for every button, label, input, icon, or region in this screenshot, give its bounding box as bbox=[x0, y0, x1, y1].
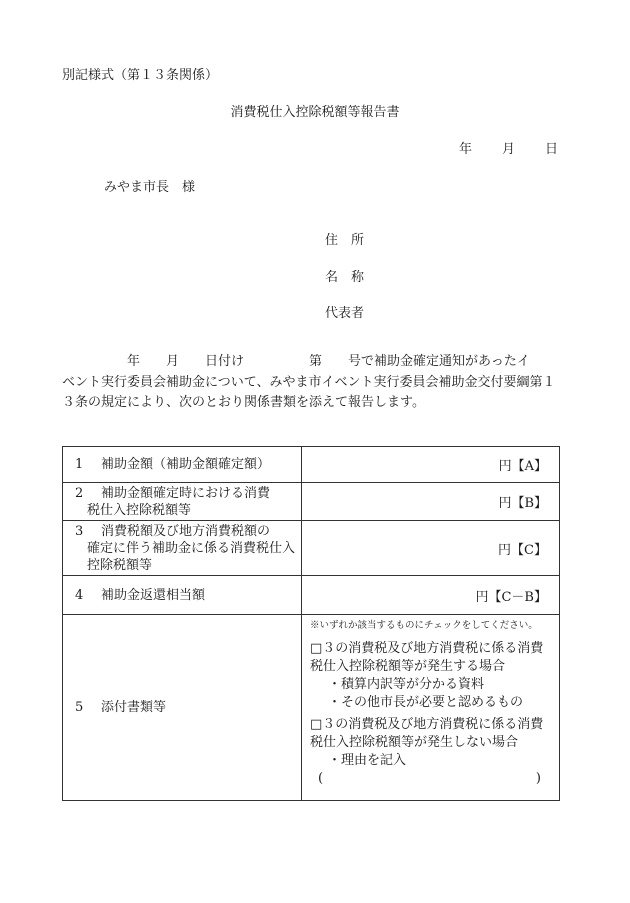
row-label bbox=[63, 576, 302, 615]
row-number: 1 bbox=[75, 457, 84, 472]
representative-label: 代表者 bbox=[325, 306, 365, 321]
option-occurs[interactable] bbox=[310, 640, 551, 712]
reason-field[interactable] bbox=[310, 770, 551, 788]
option-not-occurs-item: ・理由を記入 bbox=[328, 753, 407, 768]
body-line-1: 年 月 日付け 第 号で補助金確定通知があったイ bbox=[62, 354, 530, 369]
option-occurs-text: □３の消費税及び地方消費税に係る消費税仕入控除税額等が発生する場合 bbox=[310, 641, 544, 674]
option-not-occurs-text: □３の消費税及び地方消費税に係る消費税仕入控除税額等が発生しない場合 bbox=[310, 717, 544, 750]
row-label bbox=[63, 521, 302, 576]
row-label bbox=[63, 615, 302, 801]
amount-b: 円【B】 bbox=[302, 483, 560, 521]
row-label-cont: 税仕入控除税額等 bbox=[87, 502, 192, 518]
row-number: 4 bbox=[75, 587, 84, 603]
date-month: 月 bbox=[501, 142, 515, 157]
report-table bbox=[62, 446, 560, 801]
table-row bbox=[63, 447, 560, 483]
address-label: 住 所 bbox=[325, 233, 365, 248]
row-label-cont: 確定に伴う補助金に係る消費税仕入控除税額等 bbox=[87, 540, 296, 573]
row-label-text: 消費税額及び地方消費税額の bbox=[101, 523, 271, 539]
row-number: 2 bbox=[75, 485, 84, 501]
row-label-text: 添付書類等 bbox=[101, 700, 167, 715]
table-row bbox=[63, 483, 560, 521]
date-day: 日 bbox=[544, 142, 558, 157]
table-row bbox=[63, 615, 560, 801]
row-number: 5 bbox=[75, 700, 84, 715]
amount-a: 円【A】 bbox=[302, 447, 560, 483]
addressee: みやま市長 様 bbox=[104, 180, 196, 195]
row-label bbox=[63, 447, 302, 483]
row-label-text: 補助金額（補助金額確定額） bbox=[101, 457, 271, 472]
document-title: 消費税仕入控除税額等報告書 bbox=[230, 105, 400, 120]
attachments-note: ※いずれか該当するものにチェックをしてください。 bbox=[310, 620, 538, 631]
row-label-text: 補助金額確定時における消費 bbox=[101, 485, 271, 501]
date-year: 年 bbox=[458, 142, 472, 157]
row-label bbox=[63, 483, 302, 521]
amount-c-minus-b: 円【C－B】 bbox=[302, 576, 560, 615]
row-label-text: 補助金返還相当額 bbox=[101, 587, 206, 603]
body-line-rest: ベント実行委員会補助金について、みやま市イベント実行委員会補助金交付要綱第１３条の規定により、次のとおり関係書類を添えて報告します。 bbox=[62, 374, 556, 410]
paren-close: ) bbox=[535, 771, 541, 786]
report-body-text bbox=[62, 352, 562, 414]
table-row bbox=[63, 521, 560, 576]
attachments-cell bbox=[302, 615, 560, 801]
option-occurs-item: ・積算内訳等が分かる資料 bbox=[328, 677, 485, 692]
option-occurs-item: ・その他市長が必要と認めるもの bbox=[328, 695, 524, 710]
option-not-occurs[interactable] bbox=[310, 716, 551, 788]
form-label: 別記様式（第１３条関係） bbox=[62, 68, 219, 83]
paren-open: ( bbox=[318, 771, 324, 786]
date-line bbox=[459, 138, 558, 157]
table-row bbox=[63, 576, 560, 615]
amount-c: 円【C】 bbox=[302, 521, 560, 576]
name-label: 名 称 bbox=[325, 270, 365, 285]
row-number: 3 bbox=[75, 523, 84, 539]
